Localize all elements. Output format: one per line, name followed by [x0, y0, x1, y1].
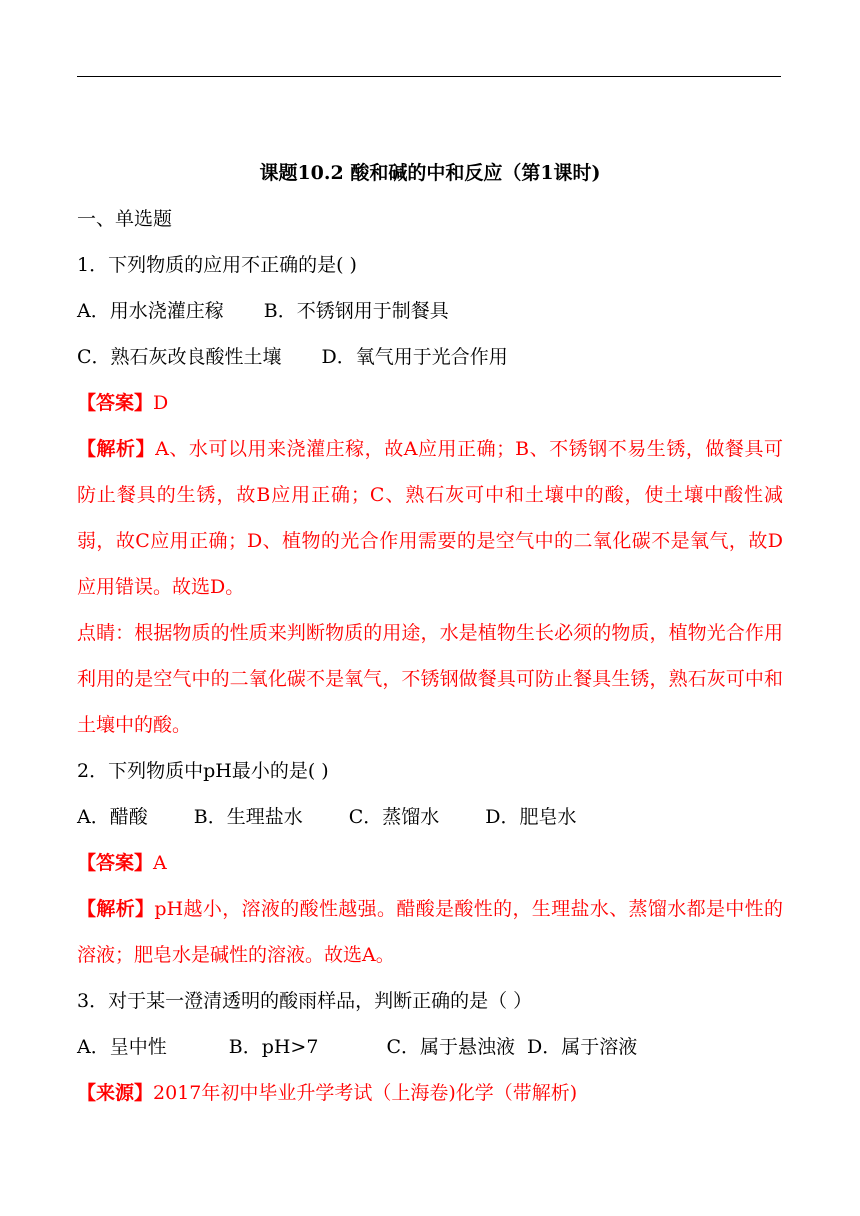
q1-option-c: C．熟石灰改良酸性土壤	[77, 346, 282, 368]
q3-option-a: A．呈中性	[77, 1036, 167, 1058]
q1-option-d: D．氧气用于光合作用	[321, 346, 508, 368]
q3-source	[77, 1070, 783, 1116]
q2-analysis-text: pH越小，溶液的酸性越强。醋酸是酸性的，生理盐水、蒸馏水都是中性的溶液；肥皂水是碱性的溶液。故选A。	[77, 898, 783, 966]
q2-answer-value: A	[153, 852, 167, 874]
q1-options-row-2	[77, 334, 783, 380]
q3-option-c: C．属于悬浊液	[386, 1036, 515, 1058]
q2-stem: 2．下列物质中pH最小的是( )	[77, 760, 329, 782]
q3-options-row	[77, 1024, 783, 1070]
q1-options-row-1	[77, 288, 783, 334]
q2-option-d: D．肥皂水	[485, 806, 577, 828]
q2-answer-label: 【答案】	[77, 852, 154, 874]
q2-analysis-label: 【解析】	[77, 898, 155, 920]
q1-answer-value: D	[153, 392, 169, 414]
q3-source-text: 2017年初中毕业升学考试（上海卷)化学（带解析)	[153, 1082, 578, 1104]
q3-source-label: 【来源】	[77, 1082, 154, 1104]
header-rule	[77, 76, 781, 77]
q1-note: 点睛：根据物质的性质来判断物质的用途，水是植物生长必须的物质，植物光合作用利用的是空气中的二氧化碳不是氧气，不锈钢做餐具可防止餐具生锈，熟石灰可中和土壤中的酸。	[77, 622, 783, 736]
q3-option-b: B．pH>7	[228, 1036, 319, 1058]
document-title: 课题10.2 酸和碱的中和反应（第1课时)	[259, 162, 601, 184]
q1-option-a: A．用水浇灌庄稼	[77, 300, 224, 322]
q1-analysis-text: A、水可以用来浇灌庄稼，故A应用正确；B、不锈钢不易生锈，做餐具可防止餐具的生锈，故B应用正确；C、熟石灰可中和土壤中的酸，使土壤中酸性减弱，故C应用正确；D、植物的光合作用需要的是空气中的二氧化碳不是氧气，故D应用错误。故选D。	[77, 438, 783, 598]
q2-option-c: C．蒸馏水	[348, 806, 440, 828]
q1-analysis-label: 【解析】	[77, 438, 156, 460]
document-body	[77, 150, 783, 1116]
q2-option-b: B．生理盐水	[193, 806, 303, 828]
q1-option-b: B．不锈钢用于制餐具	[263, 300, 449, 322]
section-heading: 一、单选题	[77, 208, 173, 230]
q2-answer	[77, 840, 783, 886]
q3-stem: 3．对于某一澄清透明的酸雨样品，判断正确的是（ ）	[77, 990, 533, 1012]
q1-stem: 1．下列物质的应用不正确的是( )	[77, 254, 357, 276]
q1-answer	[77, 380, 783, 426]
q1-answer-label: 【答案】	[77, 392, 154, 414]
q2-option-a: A．醋酸	[77, 806, 148, 828]
q3-option-d: D．属于溶液	[526, 1036, 638, 1058]
q2-options-row	[77, 794, 783, 840]
q2-analysis	[77, 886, 783, 978]
q1-analysis	[77, 426, 783, 610]
